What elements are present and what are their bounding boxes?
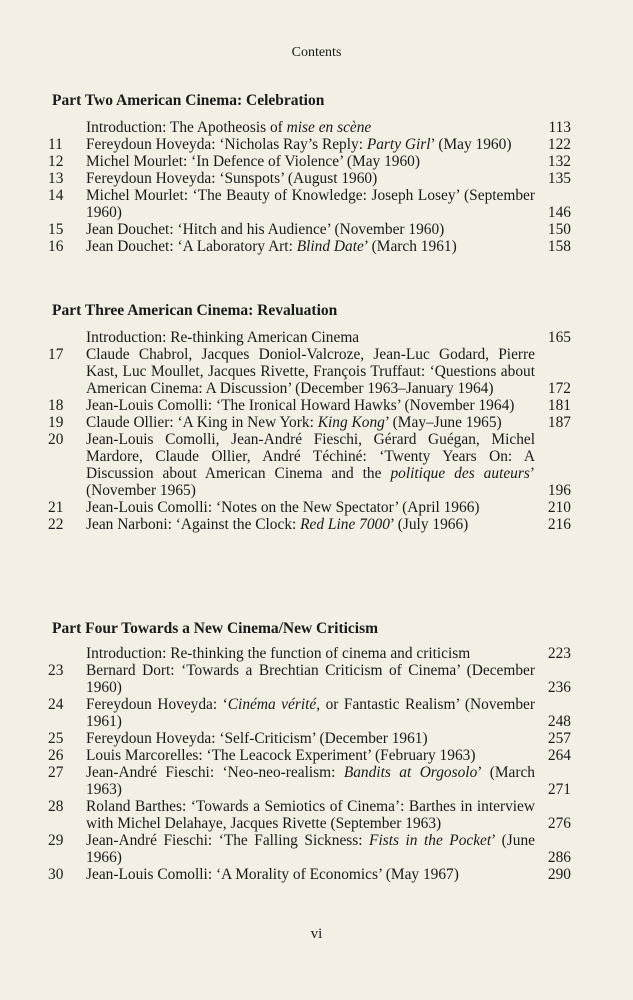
entry-number: 25: [48, 730, 64, 747]
entry-title: Jean-André Fieschi: ‘The Falling Sickness: Fists in the Pocket’ (June 1966): [86, 832, 536, 866]
entry-title: Jean Douchet: ‘A Laboratory Art: Blind Date’ (March 1961): [86, 238, 457, 255]
toc-entry: [0, 730, 633, 747]
entry-title: Roland Barthes: ‘Towards a Semiotics of Cinema’: Barthes in interview with Michel Delahaye, Jacques Rivette (September 1963): [86, 798, 535, 832]
entry-page: 150: [547, 221, 571, 238]
entry-title: Jean-Louis Comolli: ‘The Ironical Howard Hawks’ (November 1964): [86, 397, 515, 414]
part-heading: Part Four Towards a New Cinema/New Criticism: [52, 620, 379, 637]
toc-entry: [0, 346, 633, 397]
toc-entry: [0, 221, 633, 238]
entry-title: Jean-André Fieschi: ‘Neo-neo-realism: Bandits at Orgosolo’ (March 1963): [86, 764, 535, 798]
contents-section: [0, 119, 633, 255]
entry-page: 290: [547, 866, 571, 883]
entry-page: 187: [547, 414, 571, 431]
entry-number: 15: [48, 221, 64, 238]
entry-page: 276: [547, 815, 571, 832]
entry-page: 223: [547, 645, 571, 662]
toc-entry: [0, 170, 633, 187]
toc-entry: [0, 414, 633, 431]
entry-title: Jean-Louis Comolli: ‘Notes on the New Spectator’ (April 1966): [86, 499, 480, 516]
entry-title: Michel Mourlet: ‘The Beauty of Knowledge: Joseph Losey’ (September 1960): [86, 187, 535, 221]
entry-title: Claude Ollier: ‘A King in New York: King Kong’ (May–June 1965): [86, 414, 502, 431]
entry-number: 28: [48, 798, 64, 815]
running-head: Contents: [291, 45, 342, 60]
entry-number: 12: [48, 153, 64, 170]
entry-page: 286: [547, 849, 571, 866]
entry-page: 113: [548, 119, 571, 136]
toc-entry: [0, 153, 633, 170]
part-heading: Part Three American Cinema: Revaluation: [52, 302, 338, 319]
entry-page: 181: [547, 397, 571, 414]
entry-number: 16: [48, 238, 64, 255]
entry-page: 271: [547, 781, 571, 798]
toc-entry: [0, 764, 633, 798]
entry-title: Michel Mourlet: ‘In Defence of Violence’ (May 1960): [86, 153, 420, 170]
entry-title: Jean-Louis Comolli, Jean-André Fieschi, Gérard Guégan, Michel Mardore, Claude Ollier, André Téchiné: ‘Twenty Years On: A Discussion about American Cinema and the politique des auteurs’ (November 1965): [86, 431, 535, 499]
entry-number: 27: [48, 764, 64, 781]
toc-entry: [0, 238, 633, 255]
toc-entry: [0, 832, 633, 866]
entry-page: 135: [547, 170, 571, 187]
toc-entry: [0, 397, 633, 414]
toc-entry: [0, 119, 633, 136]
entry-number: 19: [48, 414, 64, 431]
toc-entry: [0, 187, 633, 221]
toc-entry: [0, 645, 633, 662]
entry-page: 210: [547, 499, 571, 516]
toc-entry: [0, 747, 633, 764]
entry-page: 196: [547, 482, 571, 499]
entry-page: 132: [547, 153, 571, 170]
entry-title: Introduction: The Apotheosis of mise en scène: [86, 119, 372, 136]
entry-title: Bernard Dort: ‘Towards a Brechtian Criticism of Cinema’ (December 1960): [86, 662, 535, 696]
entry-title: Fereydoun Hoveyda: ‘Sunspots’ (August 1960): [86, 170, 378, 187]
entry-page: 146: [547, 204, 571, 221]
part-heading: Part Two American Cinema: Celebration: [52, 92, 325, 109]
entry-page: 257: [547, 730, 571, 747]
toc-entry: [0, 866, 633, 883]
entry-page: 264: [547, 747, 571, 764]
toc-entry: [0, 136, 633, 153]
entry-number: 18: [48, 397, 64, 414]
entry-page: 158: [547, 238, 571, 255]
toc-entry: [0, 696, 633, 730]
entry-page: 236: [547, 679, 571, 696]
entry-page: 248: [547, 713, 571, 730]
entry-number: 23: [48, 662, 64, 679]
entry-number: 11: [48, 136, 63, 153]
entry-title: Introduction: Re-thinking American Cinema: [86, 329, 360, 346]
entry-number: 22: [48, 516, 64, 533]
entry-page: 165: [547, 329, 571, 346]
contents-section: [0, 645, 633, 883]
entry-number: 30: [48, 866, 64, 883]
entry-title: Fereydoun Hoveyda: ‘Nicholas Ray’s Reply: Party Girl’ (May 1960): [86, 136, 512, 153]
entry-number: 13: [48, 170, 64, 187]
entry-number: 26: [48, 747, 64, 764]
toc-entry: [0, 431, 633, 499]
entry-title: Claude Chabrol, Jacques Doniol-Valcroze, Jean-Luc Godard, Pierre Kast, Luc Moullet, Jacques Rivette, François Truffaut: ‘Questions about American Cinema: A Discussion’ (December 1963–January 1964): [86, 346, 535, 397]
entry-title: Jean Narboni: ‘Against the Clock: Red Line 7000’ (July 1966): [86, 516, 469, 533]
contents-section: [0, 329, 633, 533]
entry-title: Jean Douchet: ‘Hitch and his Audience’ (November 1960): [86, 221, 445, 238]
entry-title: Fereydoun Hoveyda: ‘Self-Criticism’ (December 1961): [86, 730, 428, 747]
entry-page: 172: [547, 380, 571, 397]
entry-title: Fereydoun Hoveyda: ‘Cinéma vérité, or Fantastic Realism’ (November 1961): [86, 696, 535, 730]
toc-entry: [0, 516, 633, 533]
toc-entry: [0, 662, 633, 696]
entry-number: 20: [48, 431, 64, 448]
entry-number: 17: [48, 346, 64, 363]
entry-number: 21: [48, 499, 64, 516]
entry-page: 216: [547, 516, 571, 533]
toc-entry: [0, 329, 633, 346]
entry-number: 29: [48, 832, 64, 849]
toc-entry: [0, 499, 633, 516]
entry-page: 122: [547, 136, 571, 153]
entry-title: Louis Marcorelles: ‘The Leacock Experiment’ (February 1963): [86, 747, 476, 764]
entry-title: Introduction: Re-thinking the function of cinema and criticism: [86, 645, 471, 662]
page-number: vi: [310, 926, 323, 942]
entry-title: Jean-Louis Comolli: ‘A Morality of Economics’ (May 1967): [86, 866, 459, 883]
toc-entry: [0, 798, 633, 832]
entry-number: 14: [48, 187, 64, 204]
entry-number: 24: [48, 696, 64, 713]
